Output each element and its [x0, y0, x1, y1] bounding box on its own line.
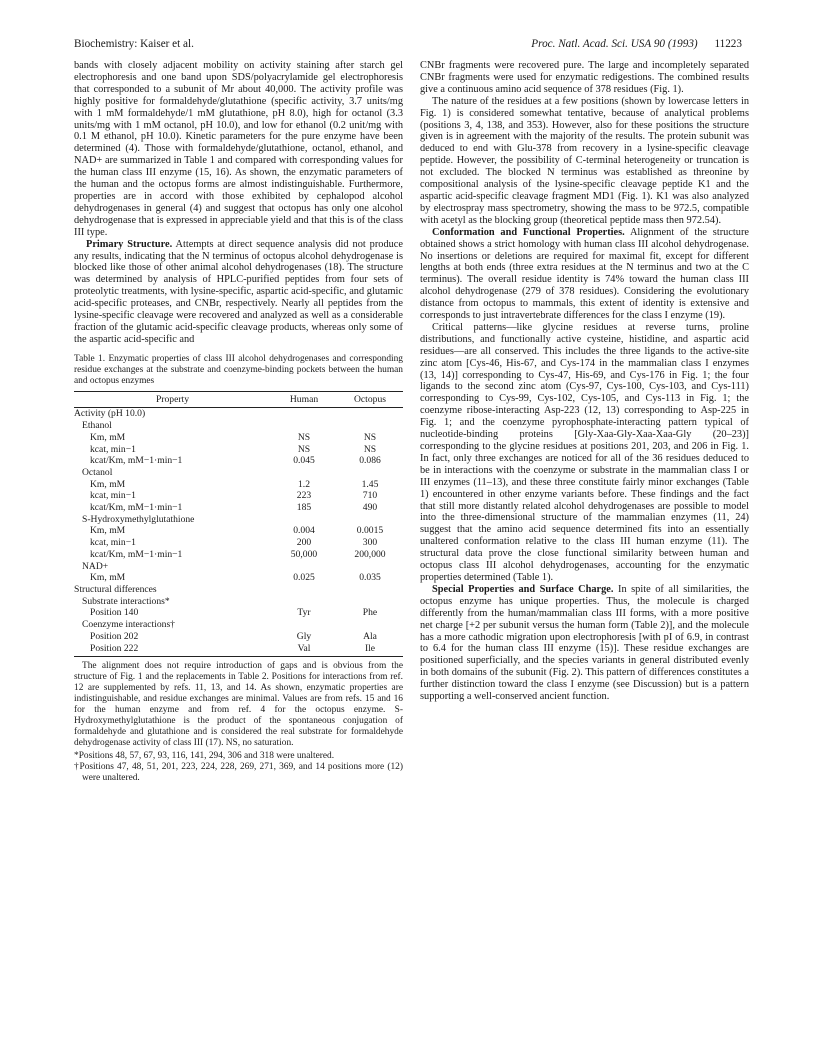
table-cell-human: NS: [297, 443, 311, 455]
table-cell-octopus: [337, 420, 403, 432]
table-cell-human: 1.2: [298, 478, 310, 490]
table-row: [74, 455, 403, 467]
table-header-property: Property: [74, 391, 271, 408]
table-row: [74, 432, 403, 444]
table-row: [74, 479, 403, 491]
table-cell-human: 200: [296, 537, 312, 549]
table-row: [74, 572, 403, 584]
table-cell-octopus: 710: [362, 490, 378, 502]
table-cell-label: Position 202: [90, 630, 139, 642]
table-cell-octopus: [337, 619, 403, 631]
table-cell-octopus: 0.035: [359, 572, 381, 584]
table-cell-label: Octanol: [82, 466, 113, 478]
table-row: [74, 619, 403, 631]
table-cell-human: [271, 467, 337, 479]
table-cell-label: Km, mM: [90, 525, 126, 537]
right-column: [420, 60, 749, 703]
table-cell-label: Position 140: [90, 607, 139, 619]
table-cell-octopus: 0.086: [359, 455, 381, 467]
left-column: [74, 60, 403, 784]
table-cell-human: [271, 561, 337, 573]
journal-citation: Proc. Natl. Acad. Sci. USA 90 (1993): [531, 38, 698, 50]
table-row: [74, 607, 403, 619]
table-row: [74, 525, 403, 537]
section-heading: Primary Structure.: [86, 238, 173, 250]
table-cell-human: Tyr: [297, 607, 311, 619]
table-cell-human: Val: [271, 643, 337, 657]
table-cell-label: kcat, min−1: [90, 537, 136, 549]
table-cell-label: Activity (pH 10.0): [74, 408, 146, 420]
table-cell-octopus: [337, 514, 403, 526]
table-row: [74, 420, 403, 432]
table-cell-label: Km, mM: [90, 431, 126, 443]
paragraph: Critical patterns—like glycine residues at reverse turns, proline distributions, and functionally active cysteine, histidine, and aspartic acid residues—are all conserved. This includes the three ligands to the active-site zinc atom [Cys-46, His-67, and Cys-174 in the mammalian class I enzymes (13, 14)] corresponding to Cys-47, His-69, and Cys-176 in Fig. 1; the four ligands to the second zinc atom (Cys-97, Cys-100, Cys-103, and Cys-111) corresponding to Cys-99, Cys-102, Cys-105, and Cys-113 in Fig. 1; the coenzyme ribose-interacting Asp-223 (12, 13) corresponding to Asp-225 in Fig. 1; and the coenzyme pyrophosphate-interacting pattern typical of nucleotide-binding proteins [Gly-Xaa-Gly-Xaa-Xaa-Gly (20–23)] corresponding to the glycine residues at positions 201, 203, and 206 in Fig. 1. In fact, only three exchanges are noticed for all of the 36 residues deduced to be in interactions with the coenzyme or substrate in the mammalian class I or III enzymes (11–13), and these three constitute fairly minor exchanges (Table 1) encountered in other enzyme variants before. These findings and the fact that still more distantly related alcohol dehydrogenases are possible to model into the three-dimensional structure of the mammalian enzymes (11, 24) suggest that the amino acid sequence determined fits into an essentially unaltered conformation relative to the class III human enzyme (11). The structural data prove the close functional similarity between human and octopus class III alcohol dehydrogenases, accounting for the enzymatic properties determined (Table 1).: [420, 321, 749, 583]
table-cell-label: Substrate interactions*: [82, 595, 170, 607]
running-header-right: [531, 38, 742, 50]
table-cell-octopus: [337, 561, 403, 573]
table-cell-label: Km, mM: [90, 572, 126, 584]
table-cell-octopus: NS: [363, 431, 377, 443]
table-row: [74, 584, 403, 596]
table-cell-human: [271, 584, 337, 596]
table-cell-human: [271, 408, 337, 420]
table-1: [74, 391, 403, 657]
table-cell-octopus: [337, 584, 403, 596]
table-row: [74, 561, 403, 573]
table-cell-octopus: 0.0015: [356, 525, 384, 537]
table-cell-label: Ethanol: [82, 420, 112, 432]
paragraph: [420, 584, 749, 703]
table-cell-octopus: [337, 596, 403, 608]
table-cell-label: kcat, min−1: [90, 443, 136, 455]
table-caption: Table 1. Enzymatic properties of class III alcohol dehydrogenases and corresponding residue exchanges at the substrate and coenzyme-binding pockets between the human and octopus enzymes: [74, 353, 403, 386]
table-cell-octopus: NS: [363, 443, 377, 455]
table-cell-octopus: Ile: [337, 643, 403, 657]
table-row: [74, 490, 403, 502]
running-header: [74, 38, 742, 54]
table-cell-octopus: [337, 408, 403, 420]
table-cell-label: kcat/Km, mM−1·min−1: [90, 502, 183, 514]
table-footer: [74, 661, 403, 748]
table-cell-human: NS: [297, 431, 311, 443]
table-cell-human: [271, 619, 337, 631]
paragraph: The nature of the residues at a few positions (shown by lowercase letters in Fig. 1) is considered somewhat tentative, because of analytical problems (positions 3, 4, 138, and 353). However, also for these positions the structure given is in agreement with the majority of the results. The protein subunit was deduced to end with Glu-378 from recovery in a lysine-specific cleavage peptide. However, the possibility of C-terminal heterogeneity or truncation is not excluded. The blocked N terminus was established as threonine by compositional analysis of the lysine-specific cleavage peptide K1 and the aspartic acid-specific cleavage fragment MD1 (Fig. 1). K1 was also analyzed by electrospray mass spectrometry, showing the mass to be 972.5, compatible with acetyl as the blocking group (theoretical peptide mass then 972.54).: [420, 95, 749, 226]
section-heading: Conformation and Functional Properties.: [432, 226, 625, 238]
table-footnote-text: The alignment does not require introduction of gaps and is obvious from the structure of Fig. 1 and the replacements in Table 2. Positions for interactions from ref. 12 are supplemented by refs. 11, 13, and 14. As shown, enzymatic properties are indistinguishable, and residue exchanges are minimal. Values are from refs. 15 and 16 for the human enzyme and from ref. 4 for the octopus enzyme. S-Hydroxymethylglutathione is the product of the spontaneous conjugation of formaldehyde and glutathione and is considered the real substrate for formaldehyde dehydrogenase activity of class III (17). NS, no saturation.: [74, 661, 403, 748]
table-cell-octopus: 300: [362, 537, 378, 549]
paragraph: CNBr fragments were recovered pure. The large and incompletely separated CNBr fragments were used for enzymatic redigestions. The combined results give a continuous amino acid sequence of 378 residues (Fig. 1).: [420, 60, 749, 95]
page-number: 11223: [714, 38, 742, 50]
table-cell-human: 0.045: [293, 455, 315, 467]
table-cell-label: Km, mM: [90, 478, 126, 490]
table-cell-human: 223: [296, 490, 312, 502]
table-row: [74, 631, 403, 643]
running-header-authors: Biochemistry: Kaiser et al.: [74, 38, 194, 50]
table-cell-human: 0.025: [293, 572, 315, 584]
table-cell-human: 0.004: [293, 525, 315, 537]
table-row: [74, 467, 403, 479]
section-heading: Special Properties and Surface Charge.: [432, 583, 614, 595]
table-cell-human: [271, 514, 337, 526]
table-cell-label: kcat, min−1: [90, 490, 136, 502]
table-cell-label: Structural differences: [74, 584, 157, 595]
table-cell-label: kcat/Km, mM−1·min−1: [90, 455, 183, 467]
table-cell-octopus: 200,000: [354, 548, 386, 560]
paragraph: bands with closely adjacent mobility on activity staining after starch gel electrophoresis and one band upon SDS/polyacrylamide gel electrophoresis that corresponded to a subunit of Mr about 40,000. The activity profile was highly positive for formaldehyde/glutathione (specific activity, 3.7 units/mg with 1 mM formaldehyde/1 mM glutathione, pH 8.0), high for octanol (3.3 units/mg with 1 mM octanol, pH 10.0), and low for ethanol (0.2 unit/mg with 0.1 M ethanol, pH 10.0). Kinetic parameters for the pure enzyme have been determined (4). Those with formaldehyde/glutathione, octanol, ethanol, and NAD+ are summarized in Table 1 and compared with corresponding values for the human class III enzyme (15, 16). As shown, the enzymatic parameters of the human and the octopus forms are almost indistinguishable. Furthermore, properties are in accord with those exhibited by cephalopod alcohol dehydrogenases in general (4) and suggest that octopus has only one alcohol dehydrogenase that is expressed in appreciable yield and that this is of the class III type.: [74, 60, 403, 238]
table-row: [74, 408, 403, 420]
table-row: [74, 502, 403, 514]
table-cell-label: S-Hydroxymethylglutathione: [82, 513, 195, 525]
table-header-octopus: Octopus: [337, 391, 403, 408]
table-row: [74, 514, 403, 526]
table-row: [74, 444, 403, 456]
paragraph-text: Alignment of the structure obtained shows a strict homology with human class III alcohol dehydrogenase. No insertions or deletions are required for maximal fit, except for different lengths at both ends (three extra residues at the N terminus and two at the C terminus). The overall residue identity is 74% toward the human class III alcohol dehydrogenase (279 of 378 residues). Considering the evolutionary distance from octopus to mammals, this extent of identity is extensive and corresponds to just intravertebrate differences for the class I enzyme (19).: [420, 226, 749, 322]
paragraph: [420, 227, 749, 322]
paragraph: [74, 239, 403, 346]
table-cell-human: [271, 420, 337, 432]
table-cell-octopus: 490: [362, 502, 378, 514]
table-cell-human: 185: [296, 502, 312, 514]
table-cell-label: kcat/Km, mM−1·min−1: [90, 548, 183, 560]
paragraph-text: Attempts at direct sequence analysis did not produce any results, indicating that the N terminus of octopus alcohol dehydrogenase is blocked like those of other animal alcohol dehydrogenases (18). The structure was determined by analysis of HPLC-purified peptides from four sets of proteolytic treatments, with lysine-specific, aspartic acid-specific, and glutamic acid-specific proteases, and CNBr, respectively. Nearly all peptides from the lysine-specific cleavage were recovered and analyzed as well as a considerable fraction of the glutamic acid-specific cleavage products, whereas only some of the aspartic acid-specific and: [74, 238, 403, 345]
table-cell-human: Gly: [296, 630, 312, 642]
footnote: †Positions 47, 48, 51, 201, 223, 224, 228, 269, 271, 369, and 14 positions more (12) were unaltered.: [74, 762, 403, 784]
table-cell-human: [271, 596, 337, 608]
table-footnotes: [74, 751, 403, 784]
table-cell-human: 50,000: [290, 548, 318, 560]
table-cell-label: NAD+: [82, 560, 109, 572]
table-row: [74, 643, 403, 657]
footnote: *Positions 48, 57, 67, 93, 116, 141, 294, 306 and 318 were unaltered.: [74, 751, 335, 762]
paragraph-text: In spite of all similarities, the octopus enzyme has unique properties. Thus, the molecule is charged differently from the human/mammalian class III forms, with a more positive net charge [+2 per subunit versus the human form (Table 2)], and the molecule has a more cathodic migration upon electrophoresis [with pI of 6.9, in contrast to 6.4 for the human class III enzyme (15)]. These residue exchanges are positioned superficially, and the species variants in general distributed evenly in both domains of the subunit (Fig. 2). This pattern of differences constitutes a further distinction toward the class I enzyme (see Discussion) but is a pattern supporting a well-conserved ancient function.: [420, 583, 750, 703]
table-header-human: Human: [271, 391, 337, 408]
table-cell-label: Position 222: [74, 643, 271, 657]
table-cell-octopus: [337, 467, 403, 479]
table-row: [74, 537, 403, 549]
table-cell-octopus: Ala: [363, 630, 377, 642]
table-row: [74, 596, 403, 608]
table-row: [74, 549, 403, 561]
table-cell-octopus: 1.45: [361, 478, 379, 490]
table-cell-label: Coenzyme interactions†: [82, 619, 175, 631]
table-cell-octopus: Phe: [362, 607, 378, 619]
